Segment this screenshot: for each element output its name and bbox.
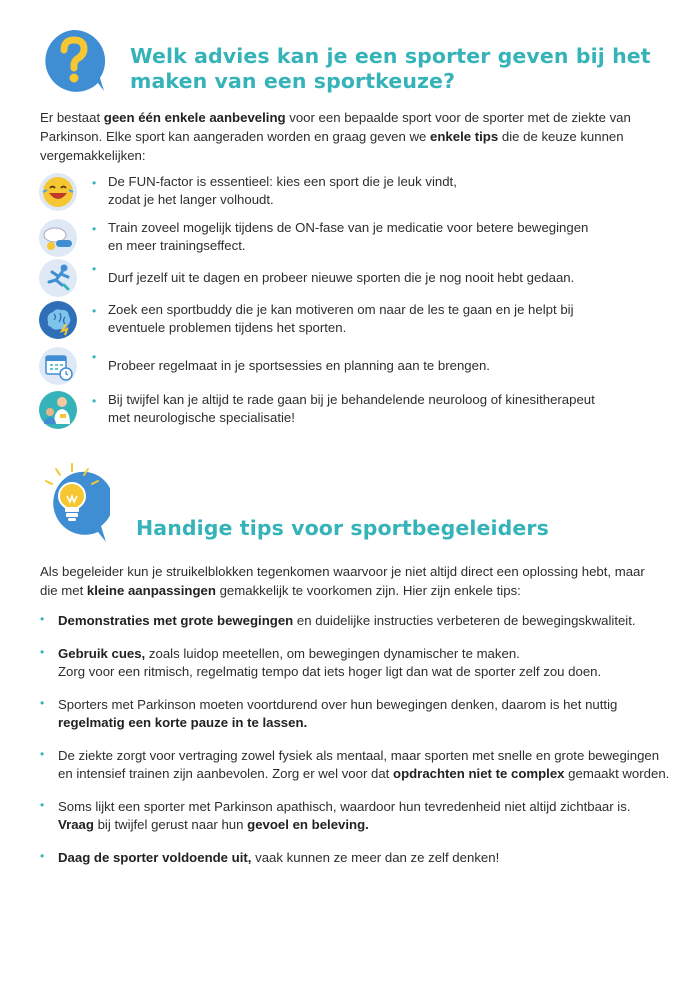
intro-bold: geen één enkele aanbeveling: [103, 110, 286, 125]
list-item: [36, 298, 666, 344]
list-item: [40, 747, 670, 784]
tip-text: Zoek een sportbuddy die je kan motiveren om naar de les te gaan en je helpt bij eventuele problemen tijdens het sporten.: [108, 302, 574, 335]
lightbulb-bubble-icon: [38, 462, 110, 544]
intro-paragraph: [40, 108, 660, 165]
list-item: [40, 645, 670, 682]
title-line-2: maken van een sportkeuze?: [130, 69, 456, 93]
intro-bold: kleine aanpassingen: [86, 583, 216, 598]
intro-text: Als begeleider kun je struikelblokken tegenkomen waarvoor je niet altijd direct een oplossing hebt, maar die met: [40, 564, 645, 598]
bullet: •: [92, 394, 97, 408]
intro-bold: enkele tips: [430, 129, 499, 144]
tip-text: Train zoveel mogelijk tijdens de ON-fase van je medicatie voor betere bewegingen en meer trainingseffect.: [108, 220, 589, 253]
bullet: •: [92, 176, 97, 190]
tip-text: Durf jezelf uit te dagen en probeer nieuwe sporten die je nog nooit hebt gedaan.: [108, 270, 575, 285]
intro-paragraph: [40, 562, 660, 600]
bullet: •: [92, 222, 97, 236]
tip-text: Soms lijkt een sporter met Parkinson apathisch, waardoor hun tevredenheid niet altijd zichtbaar is. Vraag bij twijfel gerust naar hun gevoel en beleving.: [58, 798, 631, 832]
section-title: Handige tips voor sportbegeleiders: [136, 516, 549, 540]
brain-icon: [38, 300, 78, 340]
pills-icon: [38, 218, 78, 258]
tip-text: Bij twijfel kan je altijd te rade gaan bij je behandelende neuroloog of kinesitherapeut met neurologische specialisatie!: [108, 392, 595, 425]
running-figure-icon: [38, 258, 78, 298]
section-sport-choice: [0, 22, 700, 425]
list-item: [36, 170, 666, 216]
list-item: [40, 798, 670, 835]
list-item: [40, 849, 670, 868]
section-heading: [0, 462, 700, 572]
tip-text: Demonstraties met grote bewegingen en duidelijke instructies verbeteren de bewegingskwaliteit.: [58, 613, 636, 628]
question-bubble-icon: [40, 28, 106, 94]
bullet: •: [40, 746, 45, 761]
bullet: •: [40, 848, 45, 863]
list-item: [36, 388, 666, 434]
tip-text: Gebruik cues, zoals luidop meetellen, om bewegingen dynamischer te maken. Zorg voor een ritmisch, regelmatig tempo dat iets hoger ligt dan wat de sporter zelf zou doen.: [58, 645, 602, 679]
intro-text: Er bestaat: [40, 110, 104, 125]
intro-text: gemakkelijk te voorkomen zijn. Hier zijn enkele tips:: [215, 583, 521, 598]
list-item: [40, 696, 670, 733]
bullet: •: [92, 350, 97, 364]
bullet: •: [40, 695, 45, 710]
bullet: •: [40, 612, 45, 626]
tip-text: De ziekte zorgt voor vertraging zowel fysiek als mentaal, maar sporten met snelle en grote bewegingen en intensief trainen zijn aanbevolen. Zorg er wel voor dat opdrachten niet te complex gemaakt worden.: [58, 747, 670, 781]
tip-text: Daag de sporter voldoende uit, vaak kunnen ze meer dan ze zelf denken!: [58, 849, 500, 865]
tip-text: Sporters met Parkinson moeten voortdurend over hun bewegingen denken, daarom is het nuttig regelmatig een korte pauze in te lassen.: [58, 696, 618, 730]
tip-text: Probeer regelmaat in je sportsessies en planning aan te brengen.: [108, 358, 490, 373]
list-item: [36, 216, 666, 256]
sport-tips-list: [36, 170, 666, 434]
coach-tips-list: [40, 612, 670, 881]
list-item: [40, 612, 670, 631]
intro-text: die de keuze kunnen vergemakkelijken:: [40, 129, 624, 163]
bullet: •: [92, 262, 97, 276]
calendar-clock-icon: [38, 346, 78, 386]
tip-text: De FUN-factor is essentieel: kies een sport die je leuk vindt, zodat je het langer volhoudt.: [108, 174, 457, 207]
doctor-icon: [38, 390, 78, 430]
bullet: •: [92, 304, 97, 318]
list-item: [36, 256, 666, 298]
title-line-1: Welk advies kan je een sporter geven bij het: [130, 44, 651, 68]
list-item: [36, 344, 666, 388]
bullet: •: [40, 644, 45, 659]
bullet: •: [40, 797, 45, 812]
intro-text: voor een bepaalde sport voor de sporter met de ziekte van Parkinson. Elke sport kan aangeraden worden en graag geven we: [40, 110, 631, 144]
section-heading: [0, 22, 700, 102]
laughing-face-icon: [38, 172, 78, 212]
section-coach-tips: [0, 462, 700, 865]
page-title: [130, 44, 670, 94]
